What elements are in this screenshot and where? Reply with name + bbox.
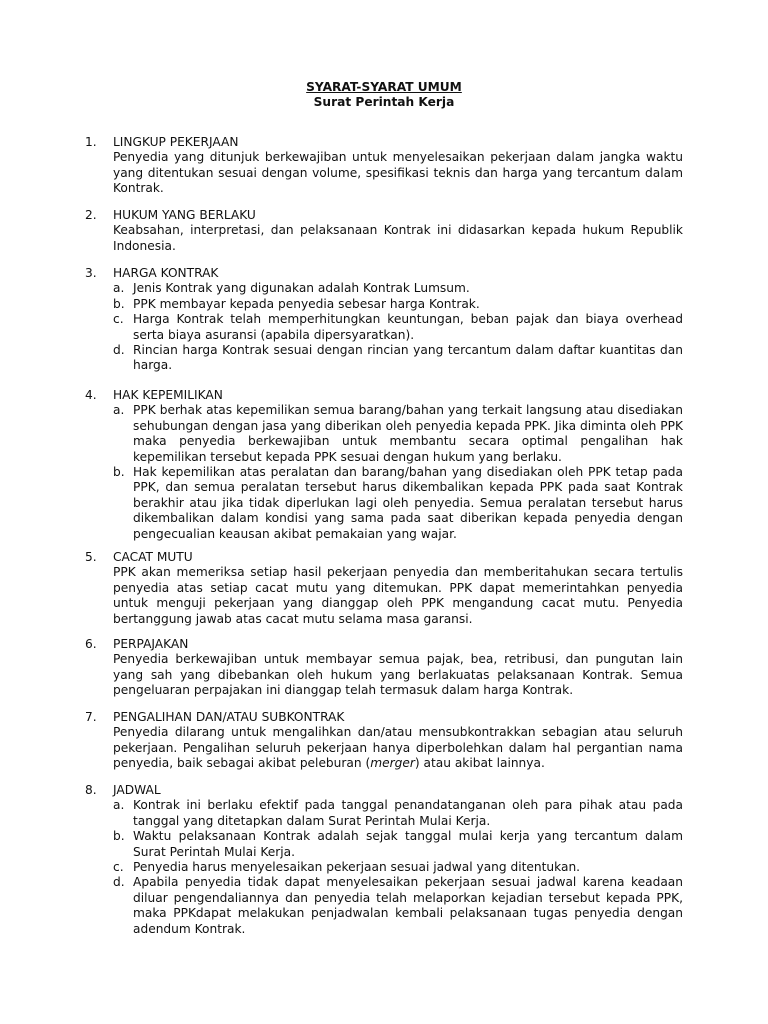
section-hukum-yang-berlaku xyxy=(85,208,683,254)
item-letter: a. xyxy=(113,281,125,296)
section-heading: HAK KEPEMILIKAN xyxy=(113,388,223,402)
item-text: Waktu pelaksanaan Kontrak adalah sejak tanggal mulai kerja yang tercantum dalam Surat Perintah Mulai Kerja. xyxy=(133,829,683,859)
item-text: Kontrak ini berlaku efektif pada tanggal penandatanganan oleh para pihak atau pada tanggal yang ditetapkan dalam Surat Perintah Mulai Kerja. xyxy=(133,798,683,828)
section-number: 2. xyxy=(85,208,97,222)
item-letter: c. xyxy=(113,312,124,327)
section-body: PPK akan memeriksa setiap hasil pekerjaan penyedia dan memberitahukan secara tertulis penyedia atas setiap cacat mutu yang ditemukan. PPK dapat memerintahkan penyedia untuk menguji pekerjaan yang dianggap oleh PPK mengandung cacat mutu. Penyedia bertanggung jawab atas cacat mutu selama masa garansi. xyxy=(113,565,683,626)
list-item xyxy=(113,860,683,875)
section-heading: PERPAJAKAN xyxy=(113,637,189,651)
merger-term: merger xyxy=(370,756,415,771)
item-text: Jenis Kontrak yang digunakan adalah Kontrak Lumsum. xyxy=(133,281,470,296)
section-number: 3. xyxy=(85,266,97,280)
section-hak-kepemilikan xyxy=(85,388,683,542)
section-heading: HUKUM YANG BERLAKU xyxy=(113,208,256,222)
section-jadwal xyxy=(85,783,683,937)
section-harga-kontrak xyxy=(85,266,683,374)
item-letter: b. xyxy=(113,465,125,480)
list-item xyxy=(113,343,683,374)
title-block xyxy=(0,80,768,111)
item-letter: a. xyxy=(113,798,125,813)
section-number: 7. xyxy=(85,710,97,724)
list-item xyxy=(113,875,683,937)
list-item xyxy=(113,798,683,829)
item-text: PPK berhak atas kepemilikan semua barang/bahan yang terkait langsung atau disediakan sehubungan dengan jasa yang diberikan oleh penyedia kepada PPK. Jika diminta oleh PPK maka penyedia berkewajiban untuk membantu secara optimal pengalihan hak kepemilikan tersebut kepada PPK sesuai dengan hukum yang berlaku. xyxy=(133,403,683,464)
item-text: Harga Kontrak telah memperhitungkan keuntungan, beban pajak dan biaya overhead serta biaya asuransi (apabila dipersyaratkan). xyxy=(133,312,683,342)
section-number: 4. xyxy=(85,388,97,402)
section-cacat-mutu xyxy=(85,550,683,627)
list-item xyxy=(113,403,683,465)
item-text: Apabila penyedia tidak dapat menyelesaikan pekerjaan sesuai jadwal karena keadaan diluar pengendaliannya dan penyedia telah melaporkan kejadian tersebut kepada PPK, maka PPKdapat melakukan penjadwalan kembali pelaksanaan tugas penyedia dengan adendum Kontrak. xyxy=(133,875,683,936)
section-heading: HARGA KONTRAK xyxy=(113,266,219,280)
section-number: 6. xyxy=(85,637,97,651)
section-body: Keabsahan, interpretasi, dan pelaksanaan Kontrak ini didasarkan kepada hukum Republik Indonesia. xyxy=(113,223,683,253)
section-body xyxy=(113,725,683,771)
section-number: 8. xyxy=(85,783,97,797)
section-heading: LINGKUP PEKERJAAN xyxy=(113,135,239,149)
item-letter: d. xyxy=(113,875,125,890)
item-letter: c. xyxy=(113,860,124,875)
document-subtitle: Surat Perintah Kerja xyxy=(313,95,455,110)
section-number: 1. xyxy=(85,135,97,149)
section-body: Penyedia yang ditunjuk berkewajiban untuk menyelesaikan pekerjaan dalam jangka waktu yang ditentukan sesuai dengan volume, spesifikasi teknis dan harga yang tercantum dalam Kontrak. xyxy=(113,150,683,196)
item-letter: b. xyxy=(113,829,125,844)
list-item xyxy=(113,465,683,542)
section-body: Penyedia berkewajiban untuk membayar semua pajak, bea, retribusi, dan pungutan lain yang sah yang dibebankan oleh hukum yang berlakuatas pelaksanaan Kontrak. Semua pengeluaran perpajakan ini dianggap telah termasuk dalam harga Kontrak. xyxy=(113,652,683,698)
item-letter: a. xyxy=(113,403,125,418)
body-text: Penyedia dilarang untuk mengalihkan dan/atau mensubkontrakkan sebagian atau seluruh pekerjaan. Pengalihan seluruh pekerjaan hanya diperbolehkan dalam hal pergantian nama penyedia, baik sebagai akibat peleburan ( xyxy=(113,725,683,771)
section-number: 5. xyxy=(85,550,97,564)
section-heading: JADWAL xyxy=(113,783,161,797)
section-heading: CACAT MUTU xyxy=(113,550,193,564)
item-letter: d. xyxy=(113,343,125,358)
item-text: PPK membayar kepada penyedia sebesar harga Kontrak. xyxy=(133,296,480,311)
body-text: ) atau akibat lainnya. xyxy=(414,756,545,771)
section-heading: PENGALIHAN DAN/ATAU SUBKONTRAK xyxy=(113,710,345,724)
section-pengalihan-subkontrak xyxy=(85,710,683,772)
list-item xyxy=(113,312,683,343)
document-title: SYARAT-SYARAT UMUM xyxy=(306,80,462,94)
list-item xyxy=(113,829,683,860)
item-letter: b. xyxy=(113,296,125,311)
item-text: Penyedia harus menyelesaikan pekerjaan sesuai jadwal yang ditentukan. xyxy=(133,860,581,875)
item-text: Hak kepemilikan atas peralatan dan barang/bahan yang disediakan oleh PPK tetap pada PPK, dan semua peralatan tersebut harus dikembalikan kepada PPK pada saat Kontrak berakhir atau jika tidak diperlukan lagi oleh penyedia. Semua peralatan tersebut harus dikembalikan dalam kondisi yang sama pada saat diberikan kepada penyedia dengan pengecualian keausan akibat pemakaian yang wajar. xyxy=(133,465,683,541)
list-item xyxy=(113,297,683,312)
list-item xyxy=(113,281,683,296)
section-perpajakan xyxy=(85,637,683,699)
section-lingkup-pekerjaan xyxy=(85,135,683,197)
item-text: Rincian harga Kontrak sesuai dengan rincian yang tercantum dalam daftar kuantitas dan harga. xyxy=(133,343,683,373)
